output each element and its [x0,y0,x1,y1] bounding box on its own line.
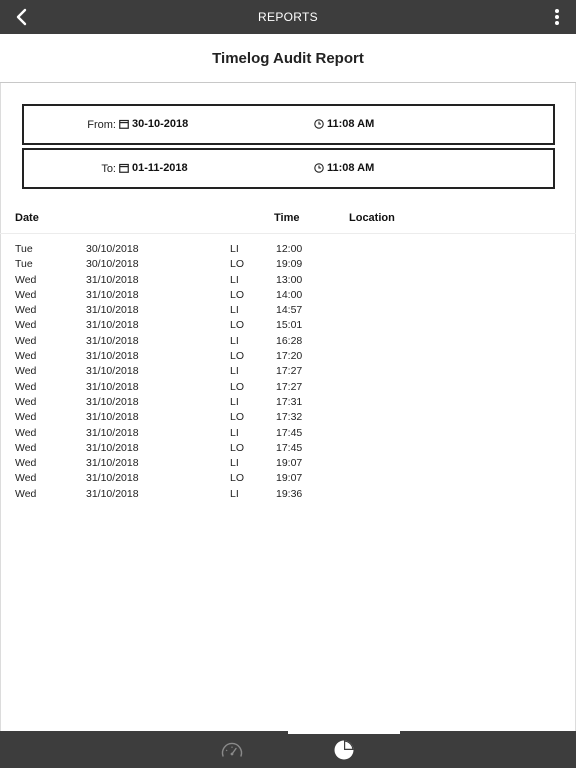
row-time: 17:45 [276,441,303,454]
row-log-type: LO [230,411,245,424]
calendar-icon [119,119,129,129]
row-time: 14:00 [276,288,303,301]
row-log-type: LO [230,319,245,332]
row-log-type: LI [230,487,239,500]
row-day: Wed [15,487,37,500]
row-day: Wed [15,426,37,439]
bottom-tab-bar [0,731,576,768]
row-date: 31/10/2018 [86,441,139,454]
table-row [0,318,576,333]
table-row [0,410,576,425]
report-header [0,34,576,83]
clock-icon [314,163,324,173]
row-day: Wed [15,457,37,470]
row-log-type: LO [230,258,245,271]
row-log-type: LO [230,350,245,363]
row-date: 30/10/2018 [86,243,139,255]
tab-dashboard[interactable] [219,738,245,762]
from-date-value: 30-10-2018 [132,118,189,130]
row-day: Wed [15,288,37,301]
table-row [0,395,576,410]
calendar-icon [119,163,129,173]
timelog-list [0,242,576,502]
row-time: 15:01 [276,319,303,332]
row-date: 30/10/2018 [86,258,139,271]
row-date: 31/10/2018 [86,350,139,363]
table-row [0,288,576,303]
row-day: Wed [15,411,37,424]
row-day: Wed [15,304,37,317]
column-header-time: Time [274,212,300,224]
row-log-type: LI [230,304,239,317]
row-day: Wed [15,365,37,378]
row-date: 31/10/2018 [86,457,139,470]
table-row [0,380,576,395]
row-date: 31/10/2018 [86,365,139,378]
table-header [0,206,576,234]
from-time-picker[interactable] [314,118,374,130]
from-label: From: [87,119,116,131]
table-row [0,334,576,349]
row-time: 17:32 [276,411,303,424]
column-header-location: Location [349,212,395,224]
table-row [0,441,576,456]
row-time: 17:27 [276,380,303,393]
row-date: 31/10/2018 [86,426,139,439]
row-time: 14:57 [276,304,303,317]
table-row [0,349,576,364]
row-date: 31/10/2018 [86,411,139,424]
row-date: 31/10/2018 [86,273,139,286]
row-time: 17:20 [276,350,303,363]
table-row [0,303,576,318]
table-row [0,456,576,471]
row-day: Wed [15,273,37,286]
row-log-type: LI [230,334,239,347]
row-log-type: LO [230,380,245,393]
row-date: 31/10/2018 [86,334,139,347]
row-date: 31/10/2018 [86,319,139,332]
row-log-type: LO [230,472,245,485]
row-day: Wed [15,380,37,393]
overflow-menu-button[interactable] [550,7,564,27]
page-title: REPORTS [258,10,318,24]
to-range-selector [22,148,555,189]
speedometer-icon [220,741,244,759]
row-day: Wed [15,334,37,347]
row-time: 19:07 [276,457,303,470]
tab-reports[interactable] [331,738,357,762]
to-label: To: [101,163,116,175]
row-date: 31/10/2018 [86,380,139,393]
row-time: 19:36 [276,487,303,500]
active-tab-indicator [288,731,400,734]
row-date: 31/10/2018 [86,288,139,301]
row-date: 31/10/2018 [86,487,139,500]
table-row [0,364,576,379]
from-time-value: 11:08 AM [327,118,375,130]
row-day: Wed [15,441,37,454]
report-title: Timelog Audit Report [212,50,364,67]
from-range-selector [22,104,555,145]
row-day: Wed [15,350,37,363]
row-day: Wed [15,395,37,408]
column-header-date: Date [15,212,39,224]
row-day: Wed [15,319,37,332]
row-date: 31/10/2018 [86,304,139,317]
to-time-value: 11:08 AM [327,162,375,174]
row-time: 19:09 [276,258,303,271]
table-row [0,257,576,272]
row-log-type: LI [230,395,239,408]
to-time-picker[interactable] [314,162,374,174]
from-date-picker[interactable] [119,118,188,130]
to-date-value: 01-11-2018 [132,162,188,174]
row-time: 13:00 [276,273,303,286]
row-time: 19:07 [276,472,303,485]
row-day: Tue [15,258,33,271]
row-log-type: LI [230,243,239,255]
table-row [0,426,576,441]
row-date: 31/10/2018 [86,472,139,485]
row-log-type: LI [230,365,239,378]
clock-icon [314,119,324,129]
row-day: Tue [15,243,33,255]
table-row [0,471,576,486]
to-date-picker[interactable] [119,162,188,174]
row-log-type: LO [230,441,245,454]
row-log-type: LI [230,426,239,439]
table-row [0,273,576,288]
row-log-type: LO [230,288,245,301]
row-time: 16:28 [276,334,303,347]
row-time: 17:45 [276,426,303,439]
top-navigation-bar [0,0,576,34]
row-time: 17:31 [276,395,303,408]
row-log-type: LI [230,273,239,286]
more-vertical-icon [554,8,560,26]
row-time: 12:00 [276,243,303,255]
row-day: Wed [15,472,37,485]
row-log-type: LI [230,457,239,470]
table-row [0,242,576,257]
table-row [0,487,576,502]
pie-chart-icon [333,739,355,761]
row-time: 17:27 [276,365,303,378]
row-date: 31/10/2018 [86,395,139,408]
